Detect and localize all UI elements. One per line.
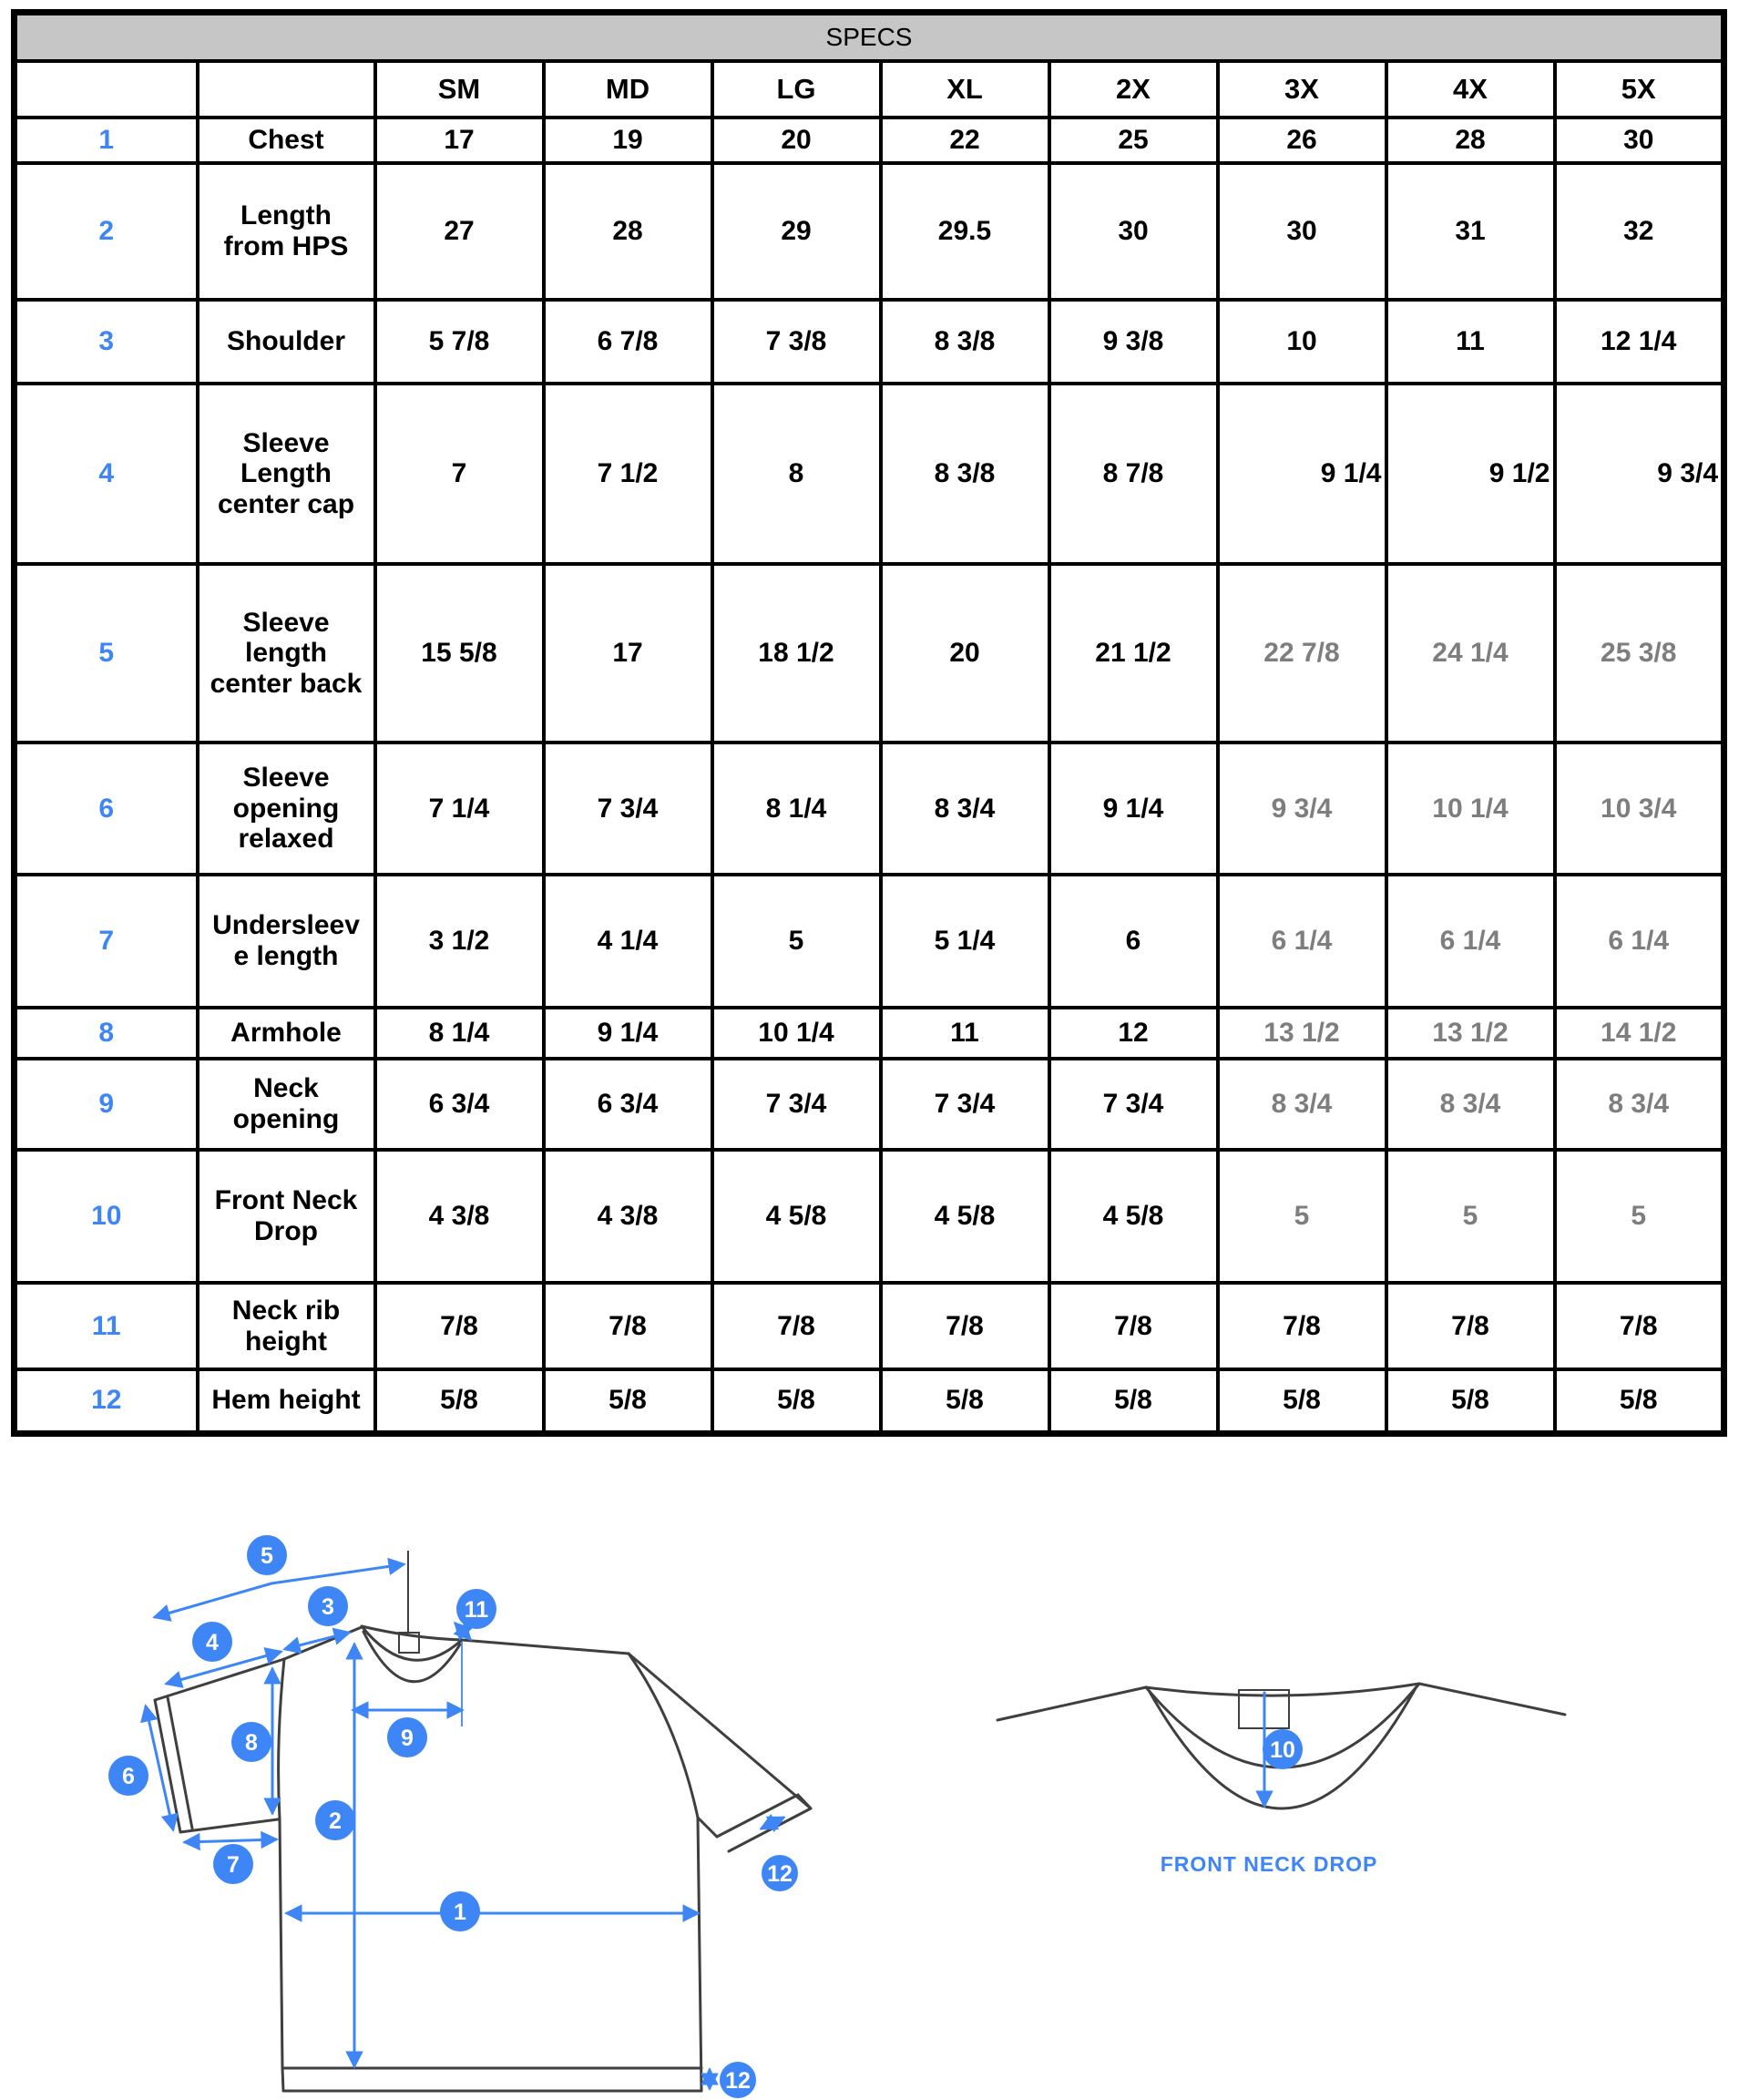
value-cell: 31 xyxy=(1386,163,1555,300)
row-number-cell: 2 xyxy=(15,163,198,300)
size-header-2x: 2X xyxy=(1049,61,1218,118)
value-cell: 7 3/4 xyxy=(712,1059,881,1150)
row-label-cell: Armhole xyxy=(198,1008,375,1059)
row-number-cell: 12 xyxy=(15,1369,198,1433)
table-title-row xyxy=(15,13,1724,62)
value-cell: 28 xyxy=(1386,118,1555,163)
value-cell: 20 xyxy=(712,118,881,163)
callout-10-badge xyxy=(1263,1729,1303,1769)
value-cell: 4 5/8 xyxy=(1049,1150,1218,1283)
value-cell: 13 1/2 xyxy=(1386,1008,1555,1059)
value-cell: 4 3/8 xyxy=(544,1150,712,1283)
svg-text:2: 2 xyxy=(329,1808,342,1834)
value-cell: 11 xyxy=(881,1008,1049,1059)
value-cell: 25 3/8 xyxy=(1555,564,1724,743)
value-cell: 8 xyxy=(712,384,881,564)
row-number-cell: 4 xyxy=(15,384,198,564)
value-cell: 15 5/8 xyxy=(375,564,544,743)
row-label-cell: Length from HPS xyxy=(198,163,375,300)
front-neck-drop-caption: FRONT NECK DROP xyxy=(1160,1852,1378,1876)
value-cell: 10 xyxy=(1218,300,1386,384)
value-cell: 6 3/4 xyxy=(544,1059,712,1150)
spec-row xyxy=(15,875,1724,1008)
value-cell: 6 xyxy=(1049,875,1218,1008)
value-cell: 12 xyxy=(1049,1008,1218,1059)
value-cell: 9 3/4 xyxy=(1555,384,1724,564)
callout-4-badge xyxy=(192,1622,232,1662)
value-cell: 7/8 xyxy=(544,1283,712,1369)
value-cell: 29.5 xyxy=(881,163,1049,300)
svg-text:9: 9 xyxy=(401,1726,414,1751)
svg-text:10: 10 xyxy=(1270,1737,1295,1763)
measurement-diagram xyxy=(0,1430,1749,2100)
front-neck-drop-detail xyxy=(997,1684,1565,1876)
callout-11-badge xyxy=(456,1589,496,1629)
value-cell: 32 xyxy=(1555,163,1724,300)
row-label-cell: Sleeve length center back xyxy=(198,564,375,743)
value-cell: 4 1/4 xyxy=(544,875,712,1008)
value-cell: 22 7/8 xyxy=(1218,564,1386,743)
value-cell: 6 1/4 xyxy=(1386,875,1555,1008)
value-cell: 8 1/4 xyxy=(375,1008,544,1059)
size-header-4x: 4X xyxy=(1386,61,1555,118)
value-cell: 10 1/4 xyxy=(712,1008,881,1059)
value-cell: 5 xyxy=(1386,1150,1555,1283)
value-cell: 21 1/2 xyxy=(1049,564,1218,743)
value-cell: 8 1/4 xyxy=(712,743,881,875)
callout-12-sleeve-badge xyxy=(762,1855,798,1891)
spec-row xyxy=(15,1283,1724,1369)
arrow-7-undersleeve xyxy=(185,1839,276,1842)
spec-row xyxy=(15,300,1724,384)
spec-table-body xyxy=(15,118,1724,1433)
svg-text:12: 12 xyxy=(725,2068,751,2094)
value-cell: 5/8 xyxy=(375,1369,544,1433)
measurement-arrows xyxy=(146,1564,783,2088)
callout-9-badge xyxy=(387,1717,427,1757)
value-cell: 30 xyxy=(1049,163,1218,300)
svg-text:12: 12 xyxy=(767,1861,793,1887)
value-cell: 6 7/8 xyxy=(544,300,712,384)
value-cell: 5/8 xyxy=(1386,1369,1555,1433)
value-cell: 7/8 xyxy=(881,1283,1049,1369)
value-cell: 14 1/2 xyxy=(1555,1008,1724,1059)
row-number-cell: 6 xyxy=(15,743,198,875)
size-header-5x: 5X xyxy=(1555,61,1724,118)
value-cell: 29 xyxy=(712,163,881,300)
value-cell: 27 xyxy=(375,163,544,300)
value-cell: 5 7/8 xyxy=(375,300,544,384)
value-cell: 6 3/4 xyxy=(375,1059,544,1150)
value-cell: 12 1/4 xyxy=(1555,300,1724,384)
value-cell: 8 3/8 xyxy=(881,384,1049,564)
row-number-cell: 5 xyxy=(15,564,198,743)
value-cell: 20 xyxy=(881,564,1049,743)
row-number-cell: 10 xyxy=(15,1150,198,1283)
value-cell: 10 1/4 xyxy=(1386,743,1555,875)
size-header-lg: LG xyxy=(712,61,881,118)
value-cell: 5/8 xyxy=(1218,1369,1386,1433)
value-cell: 5/8 xyxy=(881,1369,1049,1433)
value-cell: 17 xyxy=(544,564,712,743)
value-cell: 5 xyxy=(1218,1150,1386,1283)
label-header-blank xyxy=(198,61,375,118)
value-cell: 9 1/2 xyxy=(1386,384,1555,564)
value-cell: 9 3/8 xyxy=(1049,300,1218,384)
spec-row xyxy=(15,118,1724,163)
svg-text:8: 8 xyxy=(245,1730,258,1756)
value-cell: 9 1/4 xyxy=(1218,384,1386,564)
specs-table xyxy=(11,9,1727,1437)
row-number-cell: 3 xyxy=(15,300,198,384)
value-cell: 24 1/4 xyxy=(1386,564,1555,743)
spec-row xyxy=(15,1059,1724,1150)
arrow-5-sleeve-center-back xyxy=(155,1564,404,1617)
callout-8-badge xyxy=(231,1722,271,1762)
svg-text:4: 4 xyxy=(206,1630,219,1655)
value-cell: 5/8 xyxy=(544,1369,712,1433)
value-cell: 8 3/4 xyxy=(1386,1059,1555,1150)
value-cell: 4 5/8 xyxy=(881,1150,1049,1283)
value-cell: 5 xyxy=(1555,1150,1724,1283)
value-cell: 30 xyxy=(1218,163,1386,300)
value-cell: 8 3/4 xyxy=(1218,1059,1386,1150)
value-cell: 5 xyxy=(712,875,881,1008)
value-cell: 7/8 xyxy=(1386,1283,1555,1369)
value-cell: 25 xyxy=(1049,118,1218,163)
spec-row xyxy=(15,384,1724,564)
spec-row xyxy=(15,1008,1724,1059)
row-number-cell: 1 xyxy=(15,118,198,163)
callout-6-badge xyxy=(108,1756,148,1796)
spec-row xyxy=(15,564,1724,743)
value-cell: 22 xyxy=(881,118,1049,163)
size-header-row xyxy=(15,61,1724,118)
value-cell: 13 1/2 xyxy=(1218,1008,1386,1059)
value-cell: 28 xyxy=(544,163,712,300)
spec-row xyxy=(15,743,1724,875)
value-cell: 7/8 xyxy=(712,1283,881,1369)
row-label-cell: Undersleeve length xyxy=(198,875,375,1008)
row-label-cell: Neck opening xyxy=(198,1059,375,1150)
value-cell: 7/8 xyxy=(1049,1283,1218,1369)
value-cell: 8 7/8 xyxy=(1049,384,1218,564)
value-cell: 9 3/4 xyxy=(1218,743,1386,875)
row-label-cell: Chest xyxy=(198,118,375,163)
value-cell: 5/8 xyxy=(1555,1369,1724,1433)
row-number-cell: 8 xyxy=(15,1008,198,1059)
value-cell: 19 xyxy=(544,118,712,163)
row-label-cell: Neck rib height xyxy=(198,1283,375,1369)
row-number-cell: 7 xyxy=(15,875,198,1008)
value-cell: 17 xyxy=(375,118,544,163)
size-header-sm: SM xyxy=(375,61,544,118)
row-label-cell: Sleeve opening relaxed xyxy=(198,743,375,875)
svg-text:7: 7 xyxy=(227,1852,240,1878)
size-header-xl: XL xyxy=(881,61,1049,118)
callout-2-badge xyxy=(315,1800,355,1840)
value-cell: 4 5/8 xyxy=(712,1150,881,1283)
value-cell: 7 3/4 xyxy=(881,1059,1049,1150)
value-cell: 7/8 xyxy=(375,1283,544,1369)
row-label-cell: Shoulder xyxy=(198,300,375,384)
value-cell: 7 3/4 xyxy=(544,743,712,875)
value-cell: 10 3/4 xyxy=(1555,743,1724,875)
row-number-cell: 9 xyxy=(15,1059,198,1150)
value-cell: 8 3/4 xyxy=(881,743,1049,875)
tshirt-outline xyxy=(155,1551,811,2091)
callout-3-badge xyxy=(308,1586,348,1626)
value-cell: 5 1/4 xyxy=(881,875,1049,1008)
callout-7-badge xyxy=(213,1844,253,1884)
callout-12-hem-badge xyxy=(720,2062,756,2098)
corner-cell-blank xyxy=(15,61,198,118)
value-cell: 7 3/8 xyxy=(712,300,881,384)
svg-text:1: 1 xyxy=(454,1900,466,1925)
row-label-cell: Hem height xyxy=(198,1369,375,1433)
value-cell: 26 xyxy=(1218,118,1386,163)
svg-text:11: 11 xyxy=(464,1597,489,1623)
callout-1-badge xyxy=(440,1891,480,1931)
value-cell: 11 xyxy=(1386,300,1555,384)
row-label-cell: Front Neck Drop xyxy=(198,1150,375,1283)
svg-text:3: 3 xyxy=(322,1594,334,1620)
spec-row xyxy=(15,1150,1724,1283)
value-cell: 8 3/8 xyxy=(881,300,1049,384)
svg-text:5: 5 xyxy=(261,1543,273,1569)
value-cell: 30 xyxy=(1555,118,1724,163)
svg-text:6: 6 xyxy=(122,1764,135,1789)
value-cell: 5/8 xyxy=(1049,1369,1218,1433)
callout-5-badge xyxy=(247,1535,287,1575)
value-cell: 18 1/2 xyxy=(712,564,881,743)
value-cell: 7 1/4 xyxy=(375,743,544,875)
value-cell: 4 3/8 xyxy=(375,1150,544,1283)
value-cell: 7 xyxy=(375,384,544,564)
spec-row xyxy=(15,1369,1724,1433)
value-cell: 7/8 xyxy=(1218,1283,1386,1369)
callout-badges xyxy=(108,1535,798,2098)
value-cell: 9 1/4 xyxy=(1049,743,1218,875)
row-number-cell: 11 xyxy=(15,1283,198,1369)
value-cell: 7 3/4 xyxy=(1049,1059,1218,1150)
row-label-cell: Sleeve Length center cap xyxy=(198,384,375,564)
value-cell: 6 1/4 xyxy=(1555,875,1724,1008)
size-header-3x: 3X xyxy=(1218,61,1386,118)
value-cell: 9 1/4 xyxy=(544,1008,712,1059)
value-cell: 3 1/2 xyxy=(375,875,544,1008)
value-cell: 7/8 xyxy=(1555,1283,1724,1369)
value-cell: 5/8 xyxy=(712,1369,881,1433)
spec-row xyxy=(15,163,1724,300)
size-header-md: MD xyxy=(544,61,712,118)
value-cell: 6 1/4 xyxy=(1218,875,1386,1008)
table-title: SPECS xyxy=(15,13,1724,62)
value-cell: 8 3/4 xyxy=(1555,1059,1724,1150)
value-cell: 7 1/2 xyxy=(544,384,712,564)
